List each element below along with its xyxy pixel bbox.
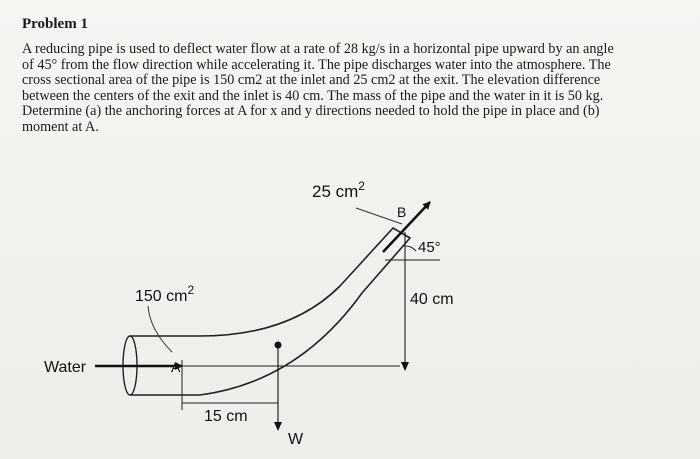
angle-label: 45° [418,239,441,256]
point-a-label: A [171,359,181,375]
inlet-area-label: 150 $cm^2$ [135,283,195,305]
weight-arrowhead [274,422,282,431]
inlet-leader-line [148,306,172,352]
angle-arc [405,246,416,251]
weight-label: W [288,431,304,448]
water-label: Water [44,359,87,376]
problem-line: A reducing pipe is used to deflect water flow at a rate of 28 kg/s in a horizontal pipe upward by an angle [22,41,614,57]
problem-line: cross sectional area of the pipe is 150 cm2 at the inlet and 25 cm2 at the exit. The elevation difference [22,72,601,89]
problem-line: moment at A. [22,118,99,135]
distance-label: 15 cm [204,408,248,425]
problem-title: Problem 1 [22,16,88,32]
problem-line: between the centers of the exit and the inlet is 40 cm. The mass of the pipe and the water in it is 50 kg. [22,87,604,104]
exit-area-leader [356,208,402,224]
elevation-label: 40 cm [410,291,454,308]
problem-line: Determine (a) the anchoring forces at A for x and y directions needed to hold the pipe in place and (b) [22,103,600,120]
exit-area-label: 25 $cm^2$ [312,179,365,201]
elevation-arrowhead [401,362,409,371]
point-b-label: B [397,204,407,220]
problem-line: of 45° from the flow direction while accelerating it. The pipe discharges water into the atmosphere. The [22,56,611,73]
